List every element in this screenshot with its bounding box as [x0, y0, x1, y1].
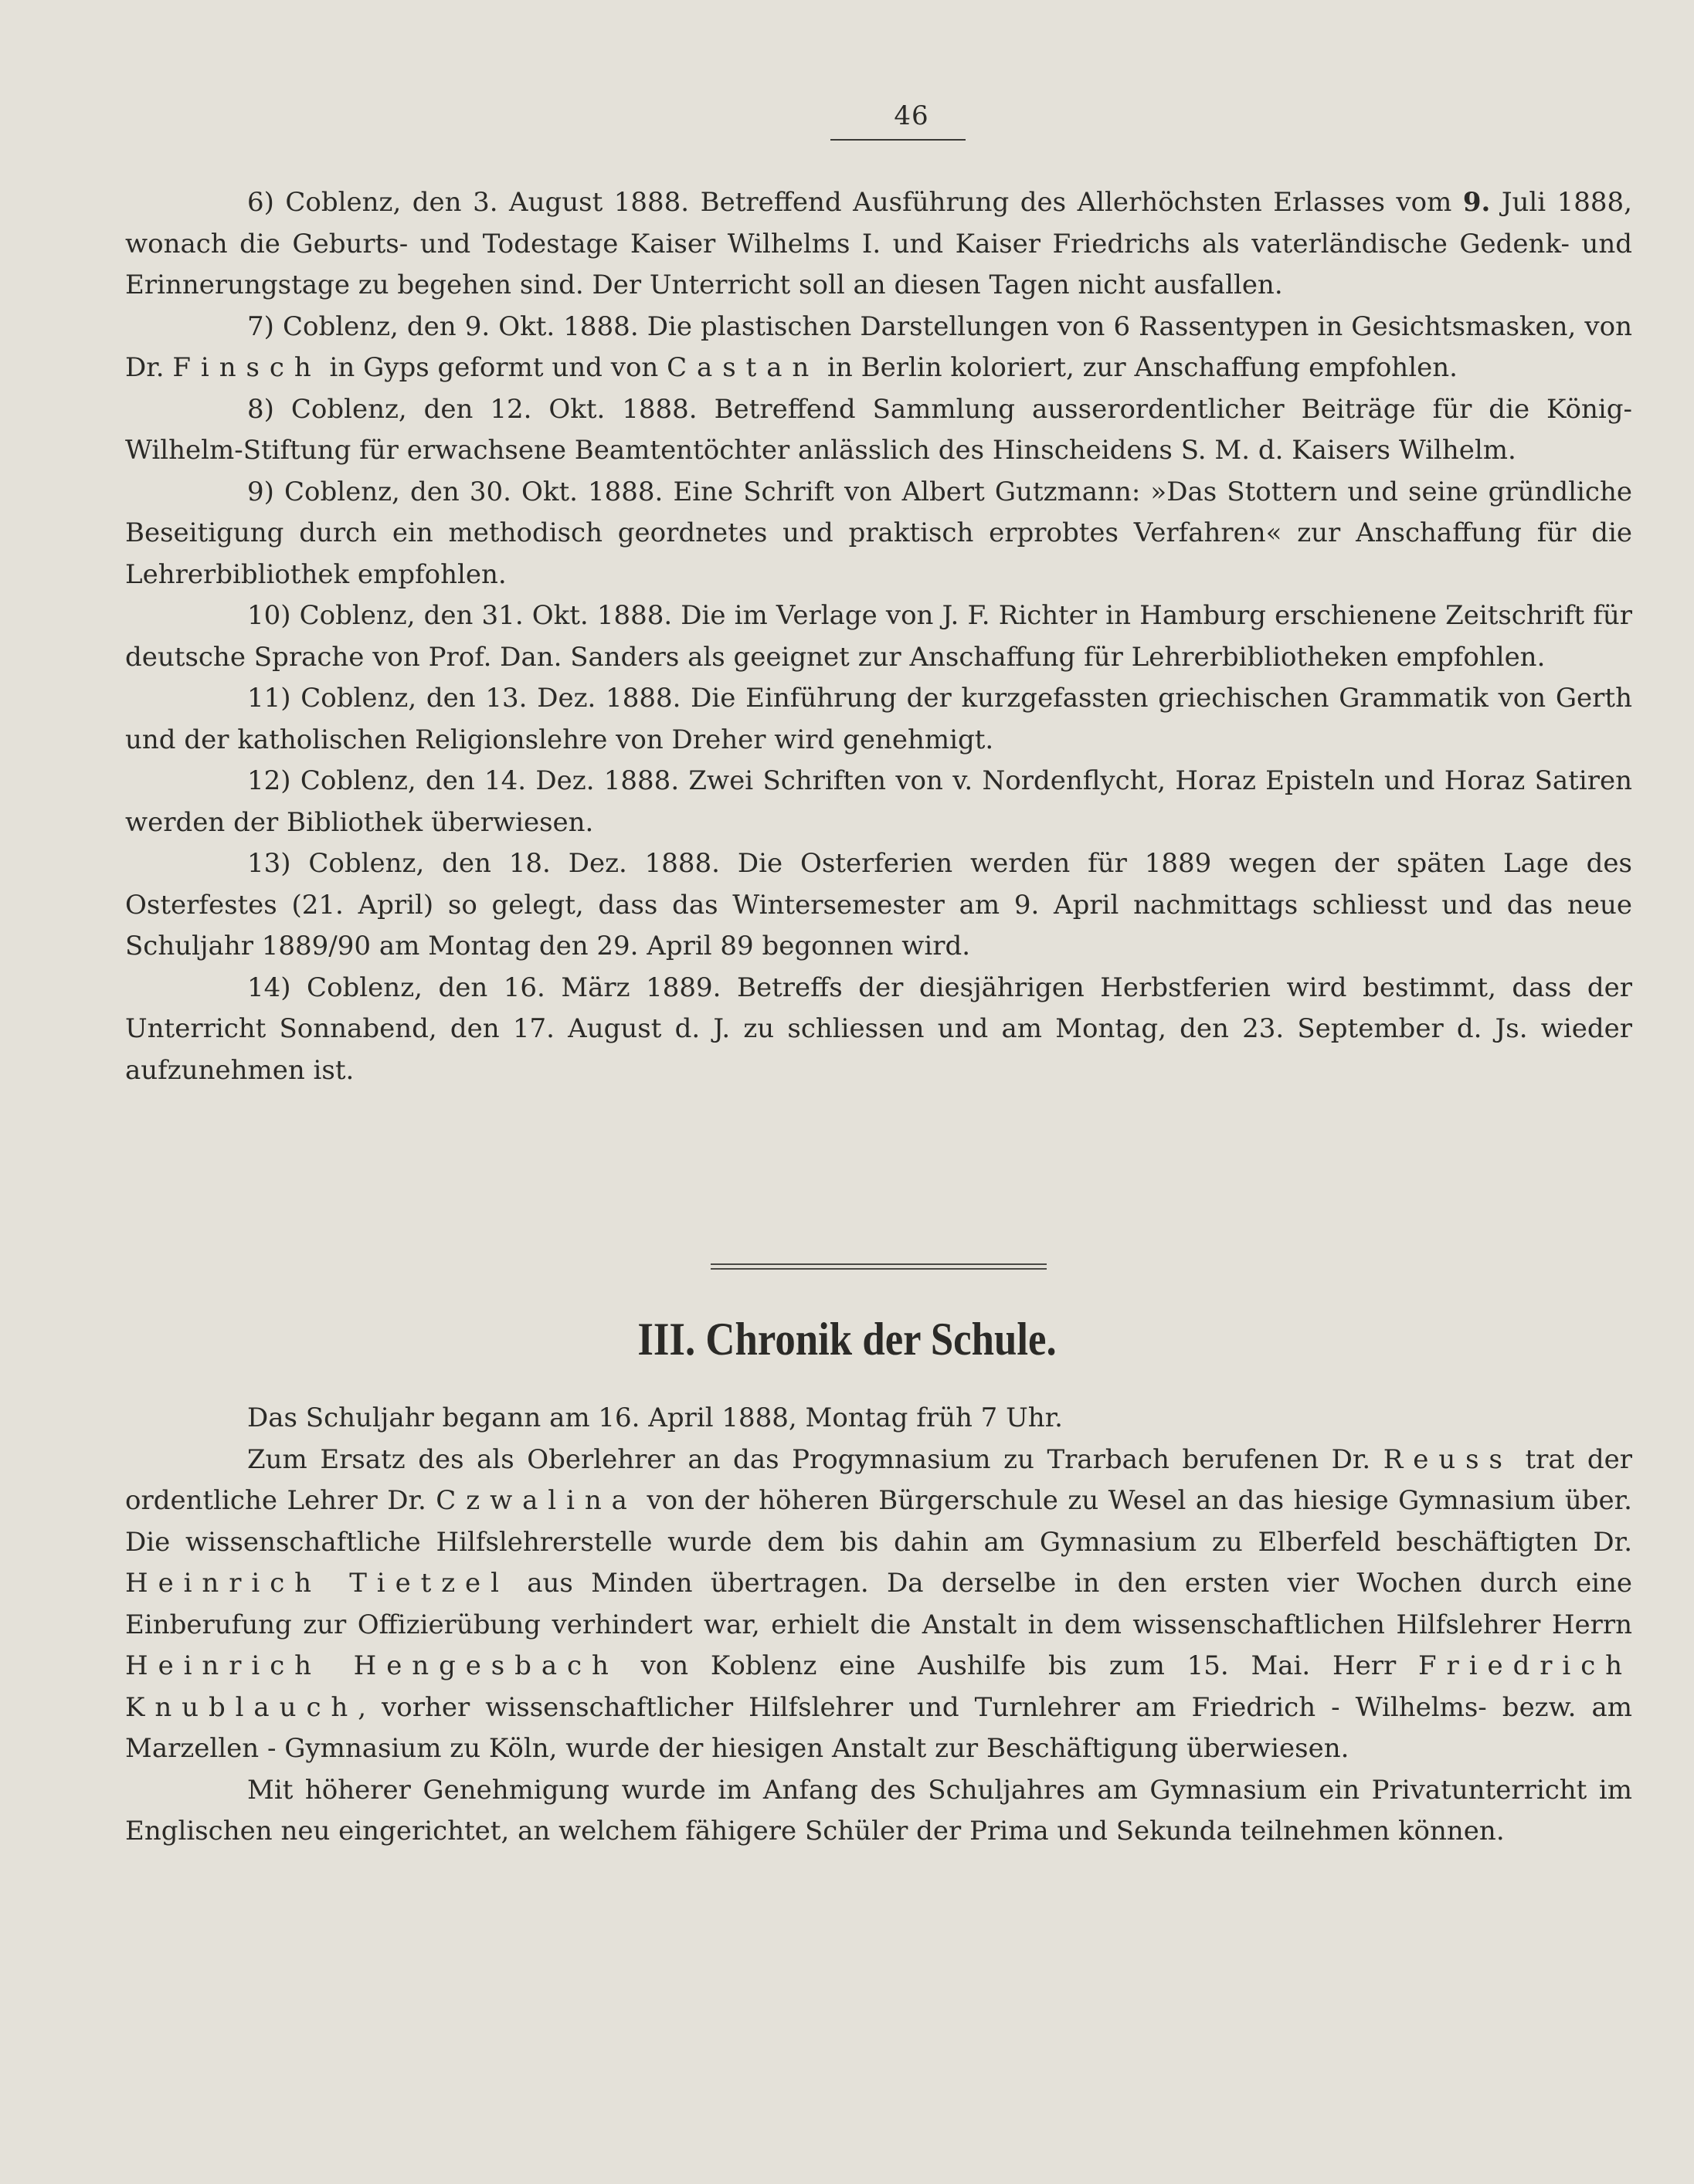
decree-10: 10) Coblenz, den 31. Okt. 1888. Die im Verlage von J. F. Richter in Hamburg erschienene Zeitschrift für deutsche Sprache von Prof. Dan. Sanders als geeignet zur Anschaffung für Lehrerbibliotheken empfohlen. [125, 600, 1632, 673]
section-divider [711, 1263, 1047, 1270]
decree-11: 11) Coblenz, den 13. Dez. 1888. Die Einführung der kurzgefassten griechischen Grammatik von Gerth und der katholischen Religionslehre von Dreher wird genehmigt. [125, 683, 1632, 755]
section-heading: III. Chronik der Schule. [637, 1314, 1057, 1365]
decree-12: 12) Coblenz, den 14. Dez. 1888. Zwei Schriften von v. Nordenflycht, Horaz Episteln und Horaz Satiren werden der Bibliothek überwiesen. [125, 765, 1632, 838]
header-rule [830, 139, 966, 141]
chronik-paragraph-1: Das Schuljahr begann am 16. April 1888, Montag früh 7 Uhr. [247, 1402, 1063, 1433]
decree-7: 7) Coblenz, den 9. Okt. 1888. Die plastischen Darstellungen von 6 Rassentypen in Gesichtsmasken, von Dr. Finsch in Gyps geformt und von Castan in Berlin koloriert, zur Anschaffung empfohlen. [125, 310, 1632, 383]
chronik-text [125, 1398, 1632, 1853]
decree-9: 9) Coblenz, den 30. Okt. 1888. Eine Schrift von Albert Gutzmann: »Das Stottern und seine gründliche Beseitigung durch ein methodisch geordnetes und praktisch erprobtes Verfahren« zur Anschaffung für die Lehrerbibliothek empfohlen. [125, 476, 1632, 590]
decree-8: 8) Coblenz, den 12. Okt. 1888. Betreffend Sammlung ausserordentlicher Beiträge für die König-Wilhelm-Stiftung für erwachsene Beamtentöchter anlässlich des Hinscheidens S. M. d. Kaisers Wilhelm. [125, 393, 1632, 466]
chronik-paragraph-2: Zum Ersatz des als Oberlehrer an das Progymnasium zu Trarbach berufenen Dr. Reuss trat der ordentliche Lehrer Dr. Czwalina von der höheren Bürgerschule zu Wesel an das hiesige Gymnasium über. Die wissenschaftliche Hilfslehrerstelle wurde dem bis dahin am Gymnasium zu Elberfeld beschäftigten Dr. Heinrich Tietzel aus Minden übertragen. Da derselbe in den ersten vier Wochen durch eine Einberufung zur Offizierübung verhindert war, erhielt die Anstalt in dem wissenschaftlichen Hilfslehrer Herrn Heinrich Hengesbach von Koblenz eine Aushilfe bis zum 15. Mai. Herr Friedrich Knublauch, vorher wissenschaftlicher Hilfslehrer und Turnlehrer am Friedrich - Wilhelms- bezw. am Marzellen - Gymnasium zu Köln, wurde der hiesigen Anstalt zur Beschäftigung überwiesen. [125, 1443, 1633, 1764]
decrees-list [125, 182, 1632, 1091]
decree-13: 13) Coblenz, den 18. Dez. 1888. Die Osterferien werden für 1889 wegen der späten Lage des Osterfestes (21. April) so gelegt, dass das Wintersemester am 9. April nachmittags schliesst und das neue Schuljahr 1889/90 am Montag den 29. April 89 begonnen wird. [125, 848, 1632, 961]
chronik-paragraph-3: Mit höherer Genehmigung wurde im Anfang des Schuljahres am Gymnasium ein Privatunterricht im Englischen neu eingerichtet, an welchem fähigere Schüler der Prima und Sekunda teilnehmen können. [125, 1774, 1632, 1847]
decree-6: 6) Coblenz, den 3. August 1888. Betreffend Ausführung des Allerhöchsten Erlasses vom 9. Juli 1888, wonach die Geburts- und Todestage Kaiser Wilhelms I. und Kaiser Friedrichs als vaterländische Gedenk- und Erinnerungstage zu begehen sind. Der Unterricht soll an diesen Tagen nicht ausfallen. [125, 187, 1632, 300]
decree-14: 14) Coblenz, den 16. März 1889. Betreffs der diesjährigen Herbstferien wird bestimmt, dass der Unterricht Sonnabend, den 17. August d. J. zu schliessen und am Montag, den 23. September d. Js. wieder aufzunehmen ist. [125, 972, 1632, 1086]
page-number: 46 [894, 100, 929, 131]
